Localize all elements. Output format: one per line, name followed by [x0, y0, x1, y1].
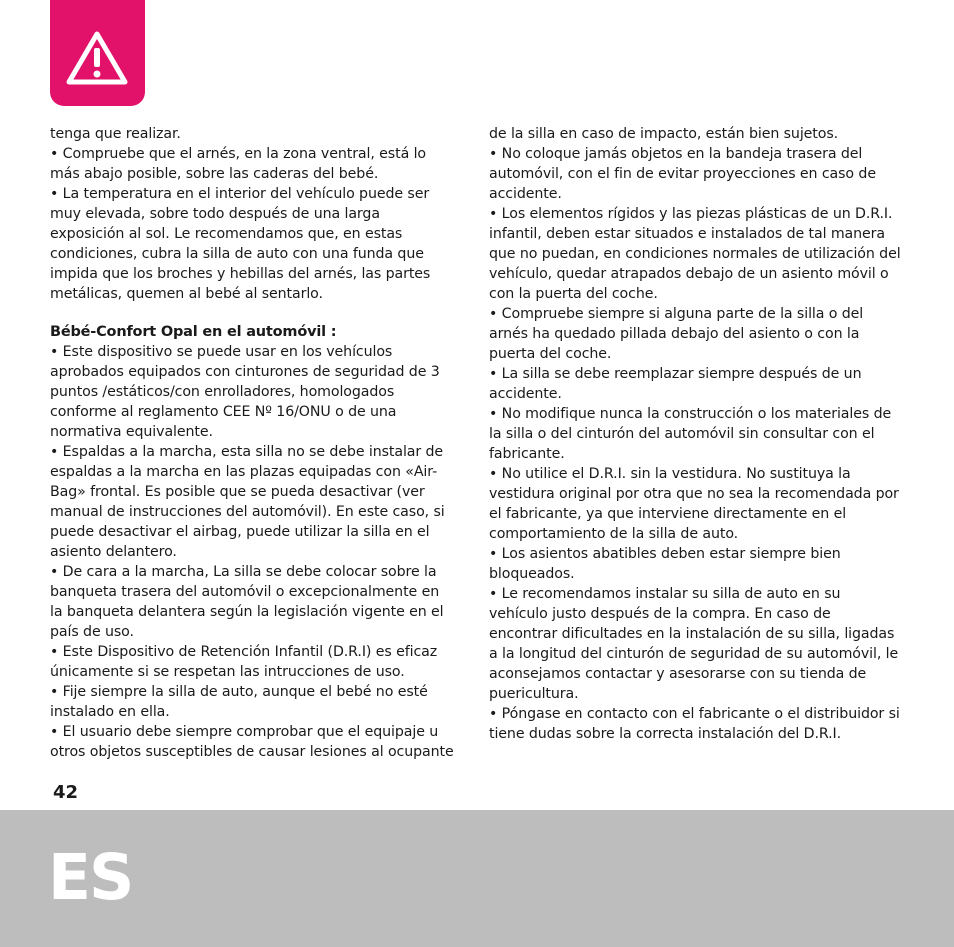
footer-band [0, 810, 954, 947]
left-bullet-3: • Este dispositivo se puede usar en los vehículos aprobados equipados con cinturones de seguridad de 3 puntos /estáticos/con enrolladores, homologados conforme al reglamento CEE Nº 16/ONU o de una normativa equivalente. [50, 344, 440, 440]
right-bullet-2: • No coloque jamás objetos en la bandeja trasera del automóvil, con el fin de evitar proyecciones en caso de accidente. [489, 146, 876, 202]
right-bullet-5: • La silla se debe reemplazar siempre después de un accidente. [489, 366, 862, 402]
left-bullet-5: • De cara a la marcha, La silla se debe colocar sobre la banqueta trasera del automóvil o excepcionalmente en la banqueta delantera según la legislación vigente en el país de uso. [50, 564, 444, 640]
right-continuation: de la silla en caso de impacto, están bien sujetos. [489, 126, 839, 142]
left-intro: tenga que realizar. [50, 126, 181, 142]
right-column [489, 124, 901, 744]
warning-triangle-icon [65, 30, 129, 86]
language-code: ES [48, 841, 133, 914]
right-bullet-9: • Le recomendamos instalar su silla de auto en su vehículo justo después de la compra. En caso de encontrar dificultades en la instalación de su silla, ligadas a la longitud del cinturón de seguridad de su automóvil, le aconsejamos contactar y asesorarse con su tienda de puericultura. [489, 586, 899, 702]
left-bullet-2: • La temperatura en el interior del vehículo puede ser muy elevada, sobre todo después de una larga exposición al sol. Le recomendamos que, en estas condiciones, cubra la silla de auto con una funda que impida que los broches y hebillas del arnés, las partes metálicas, quemen al bebé al sentarlo. [50, 186, 431, 302]
left-bullet-8: • El usuario debe siempre comprobar que el equipaje u otros objetos susceptibles de causar lesiones al ocupante [50, 724, 454, 760]
right-bullet-4: • Compruebe siempre si alguna parte de la silla o del arnés ha quedado pillada debajo del asiento o con la puerta del coche. [489, 306, 864, 362]
left-bullet-4: • Espaldas a la marcha, esta silla no se debe instalar de espaldas a la marcha en las plazas equipadas con «Air-Bag» frontal. Es posible que se pueda desactivar (ver manual de instrucciones del automóvil). En este caso, si puede desactivar el airbag, puede utilizar la silla en el asiento delantero. [50, 444, 445, 560]
right-bullet-3: • Los elementos rígidos y las piezas plásticas de un D.R.I. infantil, deben estar situados e instalados de tal manera que no puedan, en condiciones normales de utilización del vehículo, quedar atrapados debajo de un asiento móvil o con la puerta del coche. [489, 206, 901, 302]
left-bullet-7: • Fije siempre la silla de auto, aunque el bebé no esté instalado en ella. [50, 684, 428, 720]
page-number: 42 [53, 782, 79, 803]
right-bullet-8: • Los asientos abatibles deben estar siempre bien bloqueados. [489, 546, 841, 582]
right-bullet-10: • Póngase en contacto con el fabricante o el distribuidor si tiene dudas sobre la correcta instalación del D.R.I. [489, 706, 900, 742]
left-column [50, 124, 455, 762]
right-bullet-6: • No modifique nunca la construcción o los materiales de la silla o del cinturón del automóvil sin consultar con el fabricante. [489, 406, 892, 462]
left-bullet-1: • Compruebe que el arnés, en la zona ventral, está lo más abajo posible, sobre las caderas del bebé. [50, 146, 426, 182]
warning-tab [50, 0, 145, 106]
left-bullet-6: • Este Dispositivo de Retención Infantil (D.R.I) es eficaz únicamente si se respetan las intrucciones de uso. [50, 644, 438, 680]
section-heading: Bébé-Confort Opal en el automóvil : [50, 324, 337, 340]
right-bullet-7: • No utilice el D.R.I. sin la vestidura. No sustituya la vestidura original por otra que no sea la recomendada por el fabricante, ya que interviene directamente en el comportamiento de la silla de auto. [489, 466, 899, 542]
